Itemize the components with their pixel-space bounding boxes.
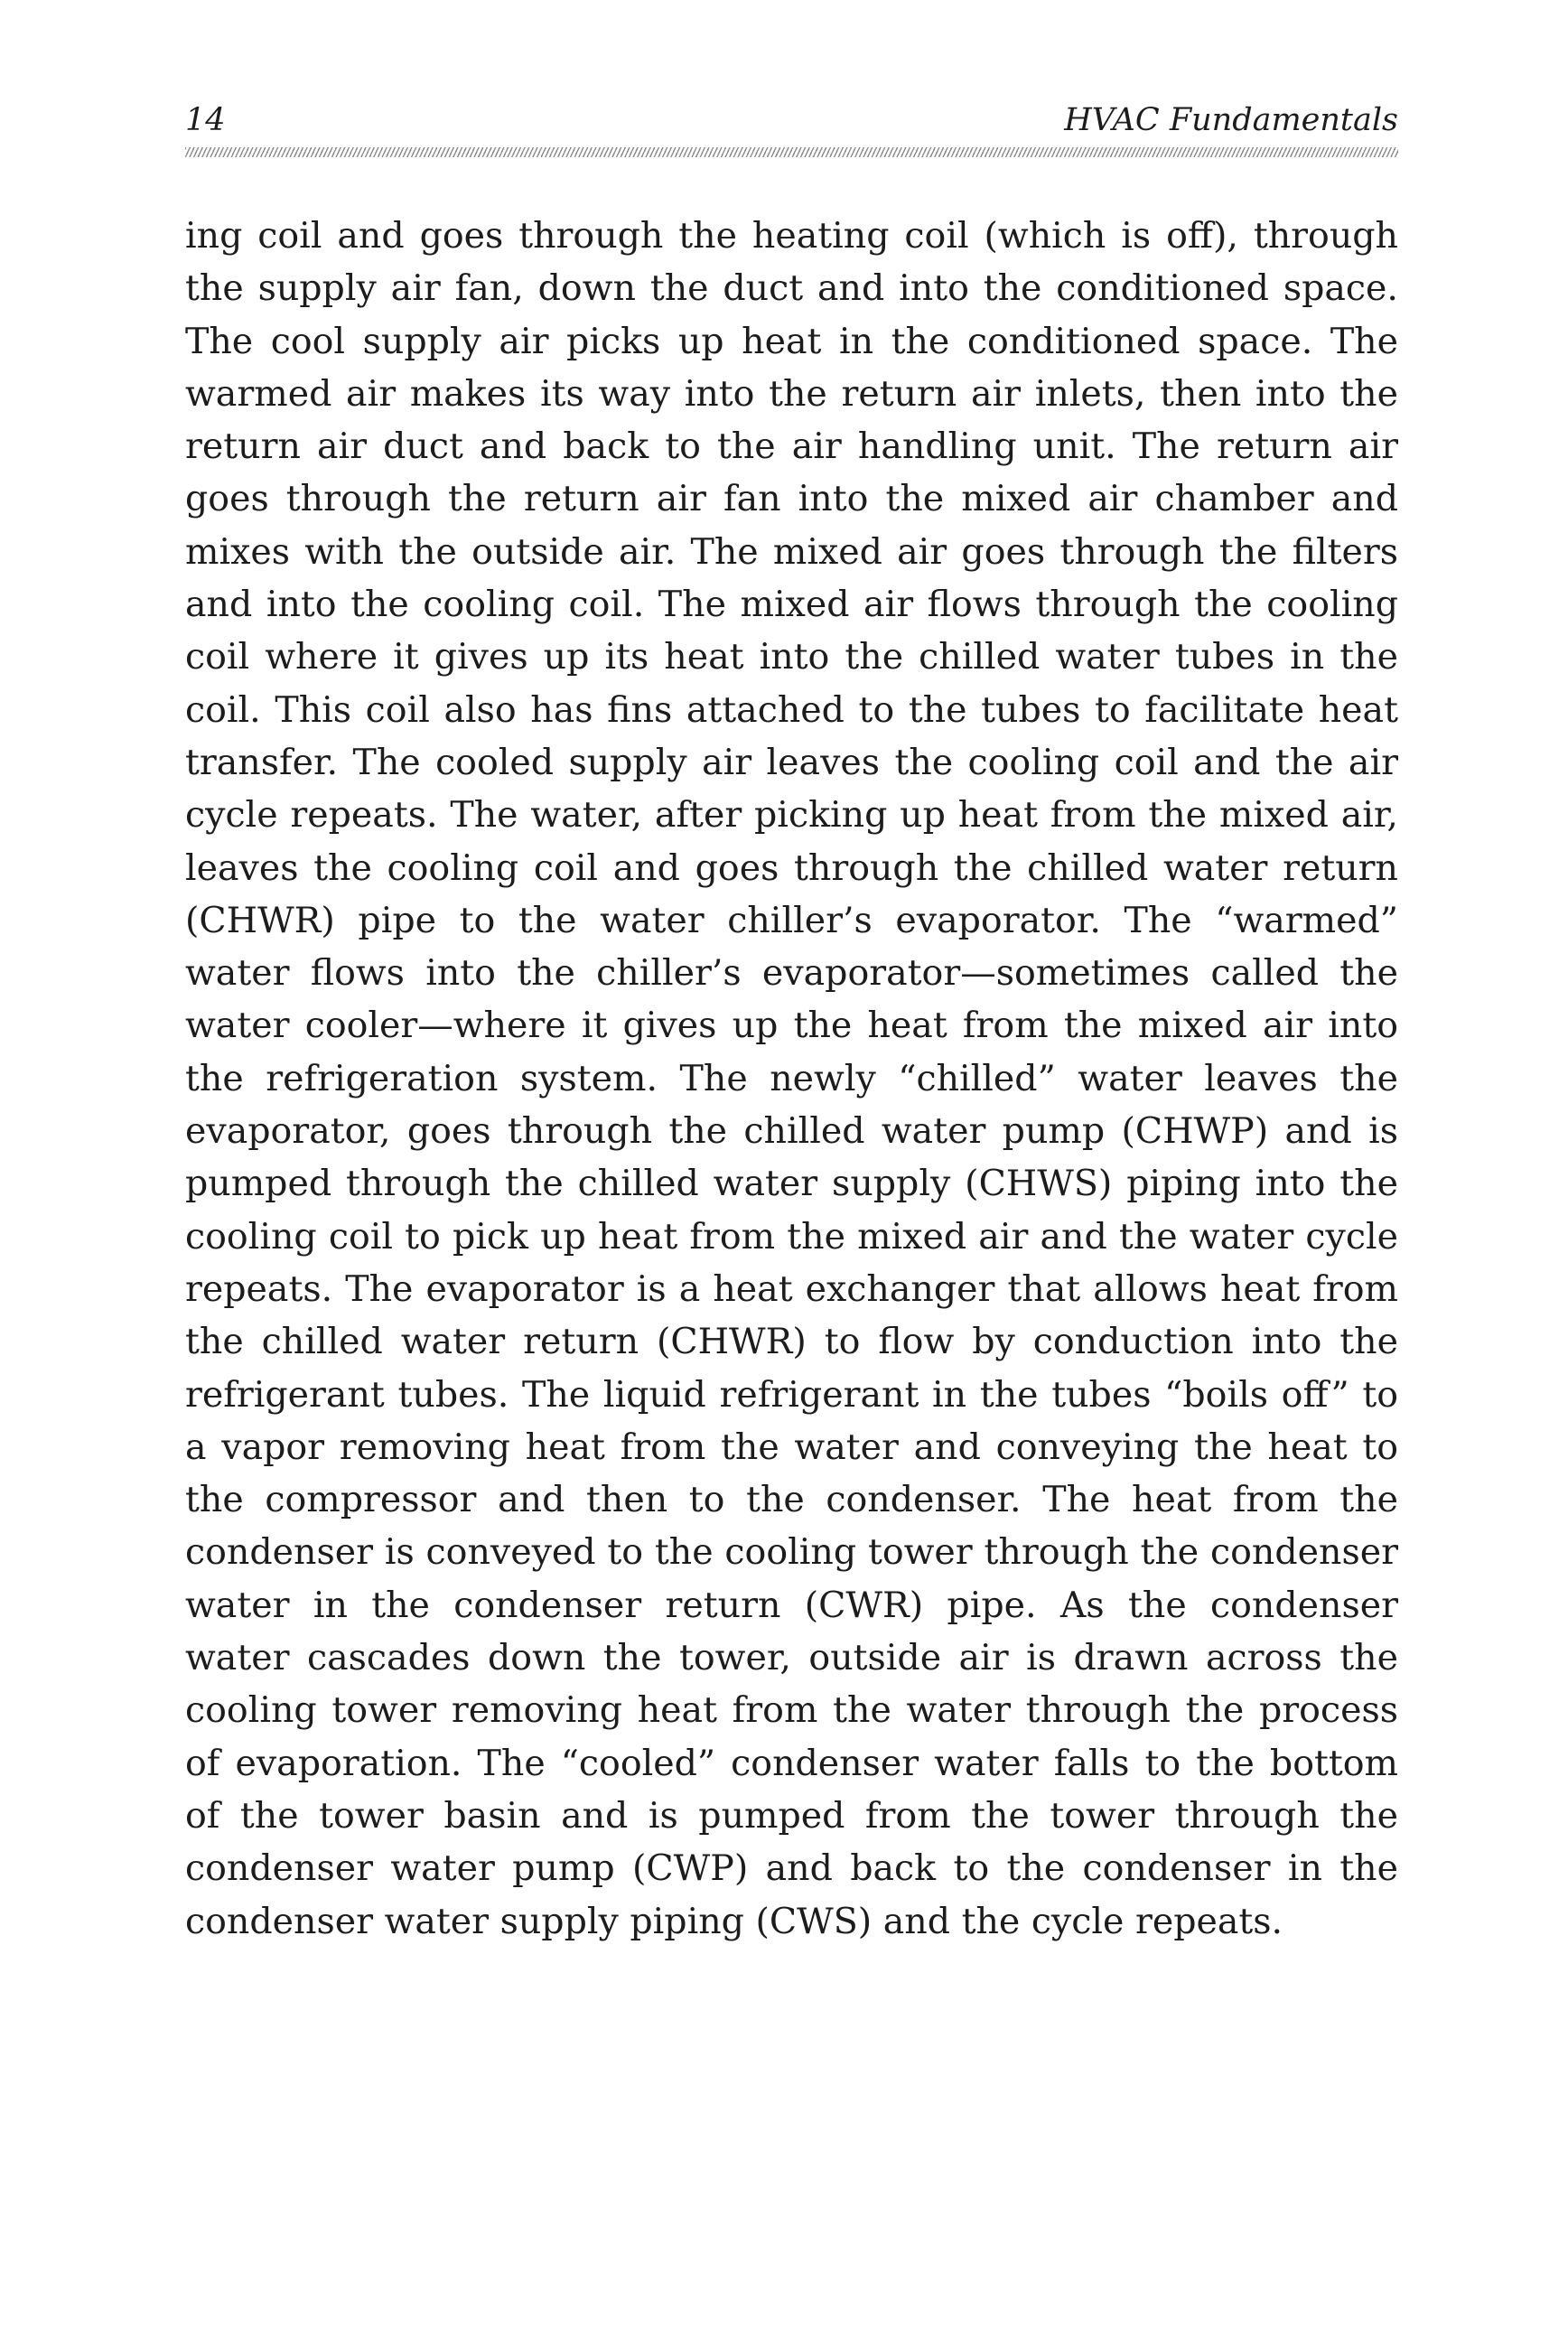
page-number: 14 bbox=[185, 102, 226, 138]
header-rule bbox=[185, 147, 1398, 157]
running-title: HVAC Fundamentals bbox=[1064, 102, 1398, 138]
running-head bbox=[185, 98, 1398, 143]
body-paragraph: ing coil and goes through the heating coil (which is off), through the supply air fan, down the duct and into the conditioned space. The cool supply air picks up heat in the conditioned space. The warmed air makes its way into the return air inlets, then into the return air duct and back to the air handling unit. The return air goes through the return air fan into the mixed air chamber and mixes with the outside air. The mixed air goes through the filters and into the cooling coil. The mixed air flows through the cooling coil where it gives up its heat into the chilled water tubes in the coil. This coil also has fins attached to the tubes to facilitate heat transfer. The cooled supply air leaves the cooling coil and the air cycle repeats. The water, after picking up heat from the mixed air, leaves the cooling coil and goes through the chilled water return (CHWR) pipe to the water chiller’s evaporator. The “warmed” water flows into the chiller’s evaporator—sometimes called the water cooler—where it gives up the heat from the mixed air into the refrigeration system. The newly “chilled” water leaves the evaporator, goes through the chilled water pump (CHWP) and is pumped through the chilled water supply (CHWS) piping into the cooling coil to pick up heat from the mixed air and the water cycle repeats. The evaporator is a heat exchanger that allows heat from the chilled water return (CHWR) to flow by conduction into the refrigerant tubes. The liquid refrigerant in the tubes “boils off” to a vapor removing heat from the water and conveying the heat to the compressor and then to the condenser. The heat from the condenser is conveyed to the cooling tower through the condenser water in the condenser return (CWR) pipe. As the condenser water cascades down the tower, outside air is drawn across the cooling tower removing heat from the water through the process of evaporation. The “cooled” condenser water falls to the bottom of the tower basin and is pumped from the tower through the condenser water pump (CWP) and back to the condenser in the condenser water supply piping (CWS) and the cycle repeats. bbox=[185, 215, 1398, 1942]
